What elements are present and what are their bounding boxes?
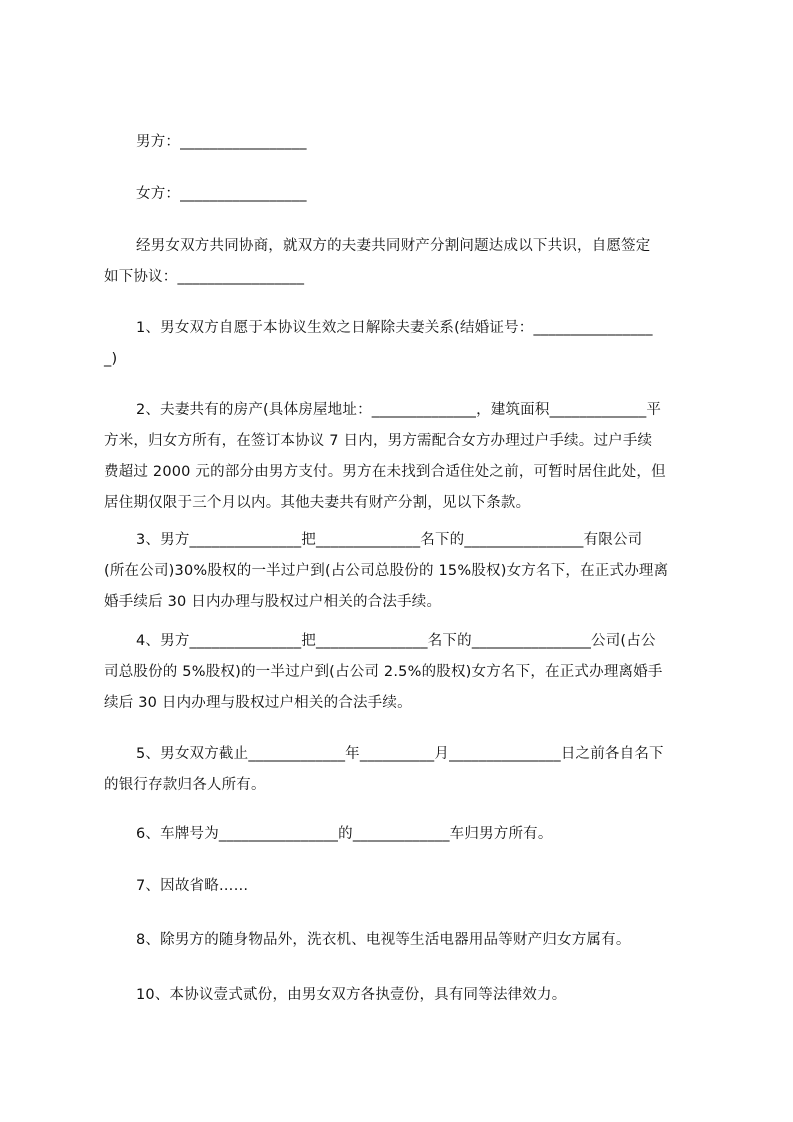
clause-5-line-2: 的银行存款归各人所有。 bbox=[104, 777, 266, 793]
intro-line-1: 经男女双方共同协商，就双方的夫妻共同财产分割问题达成以下共识，自愿签定 bbox=[136, 238, 651, 254]
clause-1-line-2: _) bbox=[104, 351, 118, 367]
clause-2 bbox=[104, 395, 704, 519]
clause-5 bbox=[104, 739, 704, 801]
clause-4-line-1: 4、男方_______________把_______________名下的________________公司(占公 bbox=[136, 633, 656, 649]
clause-4-line-3: 续后 30 日内办理与股权过户相关的合法手续。 bbox=[104, 695, 412, 711]
clause-3-line-3: 婚手续后 30 日内办理与股权过户相关的合法手续。 bbox=[104, 594, 442, 610]
clause-10 bbox=[104, 980, 704, 1011]
clause-6-line: 6、车牌号为________________的_____________车归男方所有。 bbox=[136, 826, 553, 842]
clause-4-line-2: 司总股份的 5%股权)的一半过户到(占公司 2.5%的股权)女方名下，在正式办理离婚手 bbox=[104, 664, 663, 680]
wife-line: 女方：_________________ bbox=[136, 186, 307, 202]
clause-2-line-4: 居住期仅限于三个月以内。其他夫妻共有财产分割，见以下条款。 bbox=[104, 495, 531, 511]
clause-3 bbox=[104, 525, 704, 618]
clause-3-line-1: 3、男方_______________把______________名下的________________有限公司 bbox=[136, 532, 643, 548]
clause-1-line-1: 1、男女双方自愿于本协议生效之日解除夫妻关系(结婚证号：________________ bbox=[136, 320, 653, 336]
clause-8 bbox=[104, 925, 704, 956]
clause-4 bbox=[104, 626, 704, 719]
clause-3-line-2: (所在公司)30%股权的一半过户到(占公司总股份的 15%股权)女方名下，在正式办理离 bbox=[104, 563, 669, 579]
clause-2-line-3: 费超过 2000 元的部分由男方支付。男方在未找到合适住处之前，可暂时居住此处，但 bbox=[104, 464, 666, 480]
husband-field bbox=[104, 127, 704, 158]
clause-7-line: 7、因故省略…… bbox=[136, 878, 249, 894]
intro-paragraph bbox=[104, 231, 704, 293]
clause-2-line-1: 2、夫妻共有的房产(具体房屋地址：______________，建筑面积_____________平 bbox=[136, 402, 662, 418]
clause-10-line: 10、本协议壹式贰份，由男女双方各执壹份，具有同等法律效力。 bbox=[136, 987, 567, 1003]
clause-8-line: 8、除男方的随身物品外，洗衣机、电视等生活电器用品等财产归女方属有。 bbox=[136, 932, 631, 948]
clause-2-line-2: 方米，归女方所有，在签订本协议 7 日内，男方需配合女方办理过户手续。过户手续 bbox=[104, 433, 653, 449]
clause-1 bbox=[104, 313, 704, 375]
husband-line: 男方：_________________ bbox=[136, 134, 307, 150]
clause-7 bbox=[104, 871, 704, 902]
clause-6 bbox=[104, 819, 704, 850]
wife-field bbox=[104, 179, 704, 210]
clause-5-line-1: 5、男女双方截止_____________年__________月_______________日之前各自名下 bbox=[136, 746, 664, 762]
intro-line-2: 如下协议：_________________ bbox=[104, 269, 305, 285]
